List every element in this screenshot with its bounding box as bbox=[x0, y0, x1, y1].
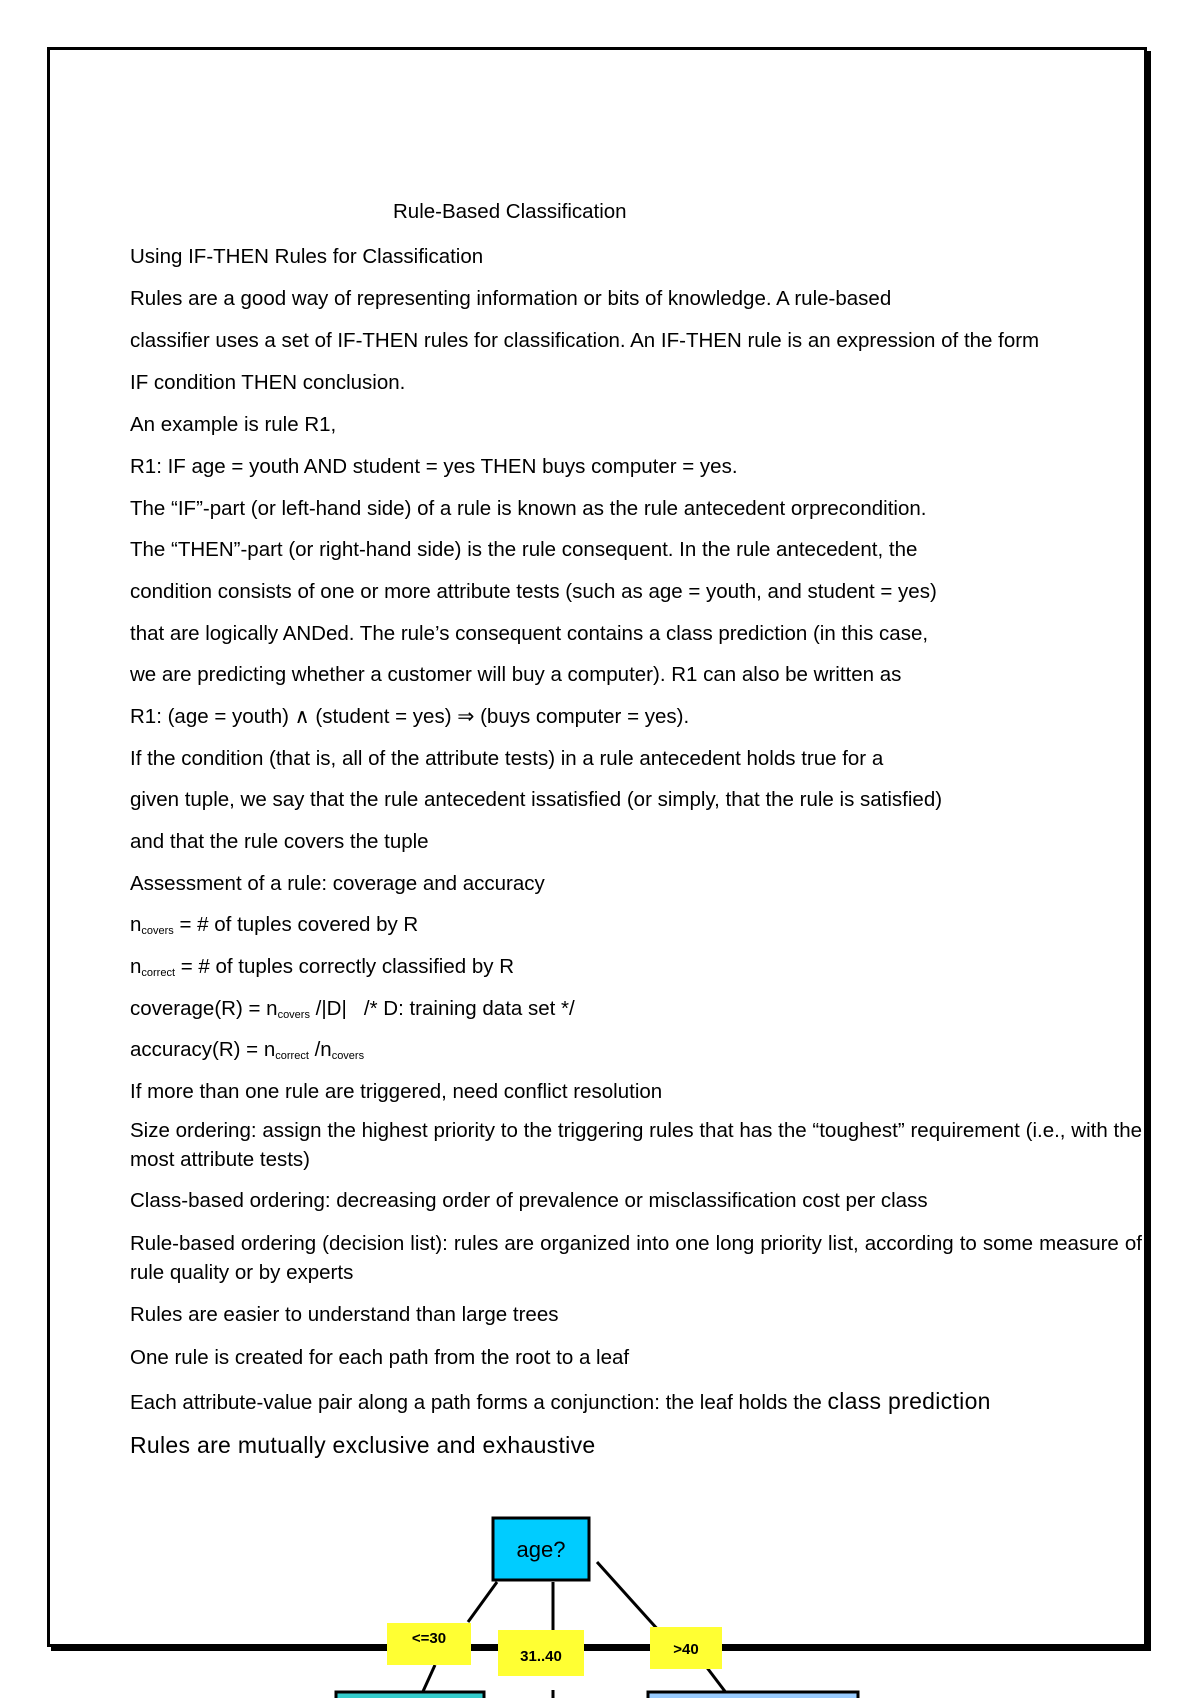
paragraph-line: IF condition THEN conclusion. bbox=[130, 371, 406, 394]
paragraph-line: R1: (age = youth) ∧ (student = yes) ⇒ (buys computer = yes). bbox=[130, 705, 690, 728]
paragraph-line: we are predicting whether a customer will buy a computer). R1 can also be written as bbox=[130, 663, 902, 686]
paragraph-line: that are logically ANDed. The rule’s consequent contains a class prediction (in this case, bbox=[130, 622, 929, 645]
formula-covers: $n_{covers}$ = # of tuples covered by R bbox=[130, 913, 419, 937]
size-ordering-text: Size ordering: assign the highest priority to the triggering rules that has the “toughest” requirement (i.e., with the most attribute tests) bbox=[130, 1119, 1142, 1171]
easier-text: Rules are easier to understand than large trees bbox=[130, 1303, 559, 1326]
paragraph-line: The “THEN”-part (or right-hand side) is the rule consequent. In the rule antecedent, the bbox=[130, 538, 918, 561]
edge-right-upper bbox=[597, 1562, 660, 1632]
right-leaf-node bbox=[648, 1692, 858, 1698]
one-rule-text: One rule is created for each path from the root to a leaf bbox=[130, 1346, 630, 1369]
paragraph-line: An example is rule R1, bbox=[130, 413, 337, 436]
paragraph-line: classifier uses a set of IF-THEN rules for classification. An IF-THEN rule is an expression of the form bbox=[130, 329, 1040, 352]
paragraph-line: given tuple, we say that the rule antecedent issatisfied (or simply, that the rule is satisfied) bbox=[130, 788, 943, 811]
paragraph-line: and that the rule covers the tuple bbox=[130, 830, 429, 853]
formula-coverage: coverage(R) = $n_{covers}$ /|D| /* D: training data set */ bbox=[130, 997, 575, 1021]
paragraph-line: condition consists of one or more attribute tests (such as age = youth, and student = yes) bbox=[130, 580, 937, 603]
class-ordering-text: Class-based ordering: decreasing order of prevalence or misclassification cost per class bbox=[130, 1189, 928, 1212]
each-pair-text: Each attribute-value pair along a path forms a conjunction: the leaf holds the class prediction bbox=[130, 1388, 991, 1414]
branch-label-middle: 31..40 bbox=[520, 1648, 562, 1665]
section-heading: Using IF-THEN Rules for Classification bbox=[130, 245, 484, 268]
branch-label-right: >40 bbox=[673, 1641, 699, 1658]
paragraph-line: R1: IF age = youth AND student = yes THEN buys computer = yes. bbox=[130, 455, 738, 478]
mutual-text: Rules are mutually exclusive and exhaustive bbox=[130, 1432, 596, 1458]
paragraph-line: Rules are a good way of representing information or bits of knowledge. A rule-based bbox=[130, 287, 892, 310]
left-leaf-node bbox=[336, 1692, 484, 1698]
paragraph-line: The “IF”-part (or left-hand side) of a rule is known as the rule antecedent orprecondition. bbox=[130, 497, 927, 520]
rule-ordering-text: Rule-based ordering (decision list): rules are organized into one long priority list, according to some measure of rule quality or by experts bbox=[130, 1232, 1142, 1284]
edge-left-upper bbox=[468, 1582, 497, 1622]
paragraph-line: If the condition (that is, all of the attribute tests) in a rule antecedent holds true for a bbox=[130, 747, 884, 770]
conflict-line: If more than one rule are triggered, need conflict resolution bbox=[130, 1080, 663, 1103]
formula-accuracy: accuracy(R) = $n_{correct}$ $/n_{covers}$ bbox=[130, 1038, 365, 1062]
root-node-label: age? bbox=[516, 1537, 566, 1562]
formula-correct: $n_{correct}$ = # of tuples correctly classified by R bbox=[130, 955, 514, 979]
branch-label-left: <=30 bbox=[411, 1630, 447, 1647]
document-title: Rule-Based Classification bbox=[393, 200, 627, 223]
paragraph-line: Assessment of a rule: coverage and accuracy bbox=[130, 872, 545, 895]
